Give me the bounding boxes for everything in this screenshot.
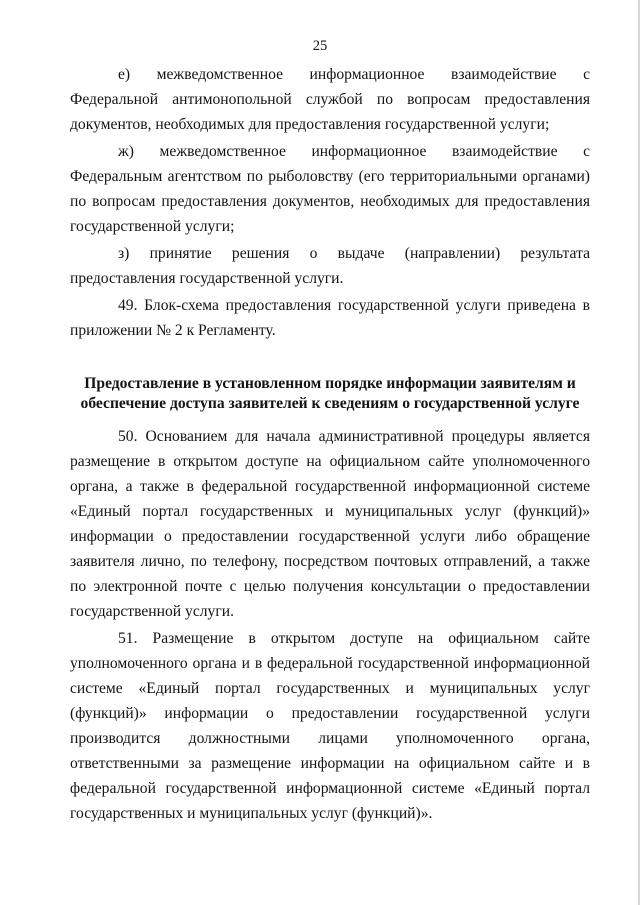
section-body — [70, 424, 590, 826]
paragraph-50: 50. Основанием для начала административной процедуры является размещение в открытом доступе на официальном сайте уполномоченного органа, а также в федеральной государственной информационной системе «Единый портал государственных и муниципальных услуг (функций)» информации о предоставлении государственной услуги либо обращение заявителя лично, по телефону, посредством почтовых отправлений, а также по электронной почте с целью получения консультации о предоставлении государственной услуги. — [70, 428, 590, 620]
page-number: 25 — [312, 38, 328, 54]
list-item-z: з) принятие решения о выдаче (направлении) результата предоставления государственной услуги. — [70, 245, 590, 287]
section-heading-line-1: Предоставление в установленном порядке информации заявителям и — [84, 375, 576, 392]
list-item-zh: ж) межведомственное информационное взаимодействие с Федеральным агентством по рыболовству (его территориальными органами) по вопросам предоставления документов, необходимых для предоставления государственной услуги; — [70, 143, 590, 235]
section-heading — [70, 374, 590, 414]
section-heading-line-2: обеспечение доступа заявителей к сведениям о государственной услуге — [80, 395, 580, 412]
paragraph-51: 51. Размещение в открытом доступе на официальном сайте уполномоченного органа и в федеральной государственной информационной системе «Единый портал государственных и муниципальных услуг (функций)» информации о предоставлении государственной услуги производится должностными лицами уполномоченного органа, ответственными за размещение информации на официальном сайте и в федеральной государственной информационной системе «Единый портал государственных и муниципальных услуг (функций)». — [70, 630, 590, 822]
paragraph-49: 49. Блок-схема предоставления государственной услуги приведена в приложении № 2 к Регламенту. — [70, 297, 590, 339]
list-item-e: е) межведомственное информационное взаимодействие с Федеральной антимонопольной службой по вопросам предоставления документов, необходимых для предоставления государственной услуги; — [70, 66, 590, 133]
procedures-list — [70, 62, 590, 343]
